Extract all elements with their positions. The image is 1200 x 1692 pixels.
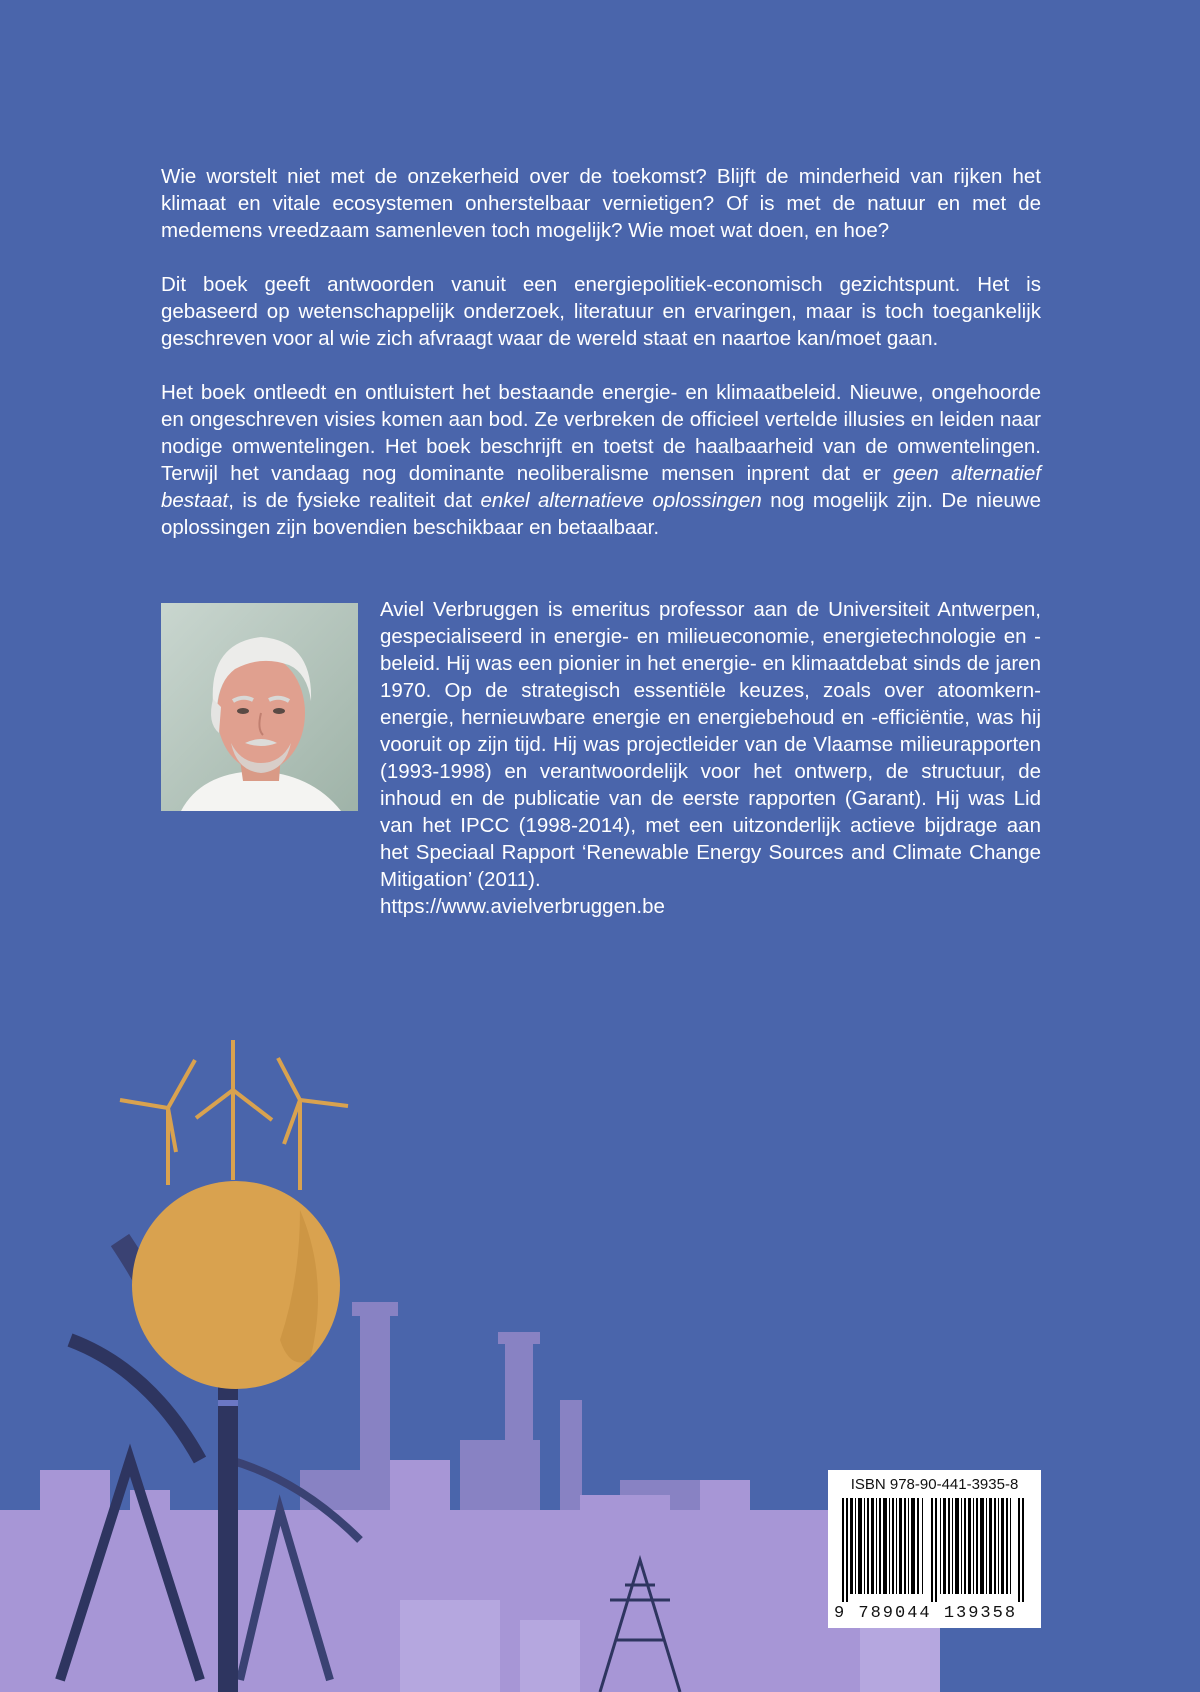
blurb-p3-emphasis-2: enkel alternatieve oplossingen (480, 489, 762, 512)
isbn-label: ISBN 978-90-441-3935-8 (850, 1476, 1019, 1493)
wind-turbine-icons (120, 1040, 348, 1190)
author-photo (161, 603, 358, 811)
author-bio-text: Aviel Verbruggen is emeritus professor aan de Universiteit Antwerpen, gespecialiseerd in energie- en milieueconomie, energietechnologie en -beleid. Hij was een pionier in het energie- en klimaatdebat sinds de jaren 1970. Op de strategisch essentiële keuzes, zoals over atoomkernenergie, hernieuwbare energie en energiebehoud en -efficiëntie, was hij vooruit op zijn tijd. Hij was projectleider van de Vlaamse milieurapporten (1993-1998) en verantwoordelijk voor het ontwerp, de structuur, de inhoud en de publicatie van de eerste rapporten (Garant). Hij was Lid van het IPCC (1998-2014), met een uitzonderlijk actieve bijdrage aan het Speciaal Rapport ‘Renewable Energy Sources and Climate Change Mitigation’ (2011). (380, 598, 1041, 891)
author-bio (380, 596, 1041, 920)
author-portrait-image (161, 603, 358, 811)
blurb-paragraph-3 (161, 379, 1041, 541)
blurb-p3-text-2: , is de fysieke realiteit dat (228, 489, 481, 512)
blurb-p3-emphasis-1: geen alternatief bestaat (161, 462, 1041, 512)
blurb-paragraph-1: Wie worstelt niet met de onzekerheid over de toekomst? Blijft de minderheid van rijken het klimaat en vitale ecosystemen onherstelbaar vernietigen? Of is met de natuur en met de medemens vreedzaam samenleven toch mogelijk? Wie moet wat doen, en hoe? (161, 165, 1041, 242)
isbn-barcode (828, 1470, 1041, 1628)
author-website-link[interactable]: https://www.avielverbruggen.be (380, 895, 665, 918)
blurb-text (161, 163, 1041, 568)
barcode-bars (836, 1498, 1033, 1602)
barcode-digits: 9 789044 139358 (834, 1604, 1018, 1623)
blurb-p3-text-1: Het boek ontleedt en ontluistert het bestaande energie- en klimaatbeleid. Nieuwe, ongehoorde en ongeschreven visies komen aan bod. Ze verbreken de officieel vertelde illusies en leiden naar nodige omwentelingen. Het boek beschrijft en toetst de haalbaarheid van de omwentelingen. Terwijl het vandaag nog dominante neoliberalisme mensen inprent dat er (161, 381, 1041, 485)
blurb-paragraph-2: Dit boek geeft antwoorden vanuit een energiepolitiek-economisch gezichtspunt. Het is gebaseerd op wetenschappelijk onderzoek, literatuur en ervaringen, maar is toch toegankelijk geschreven voor al wie zich afvraagt waar de wereld staat en naartoe kan/moet gaan. (161, 273, 1041, 350)
blurb-p3-text-3: nog mogelijk zijn. De nieuwe oplossingen zijn bovendien beschikbaar en betaalbaar. (161, 489, 1041, 539)
